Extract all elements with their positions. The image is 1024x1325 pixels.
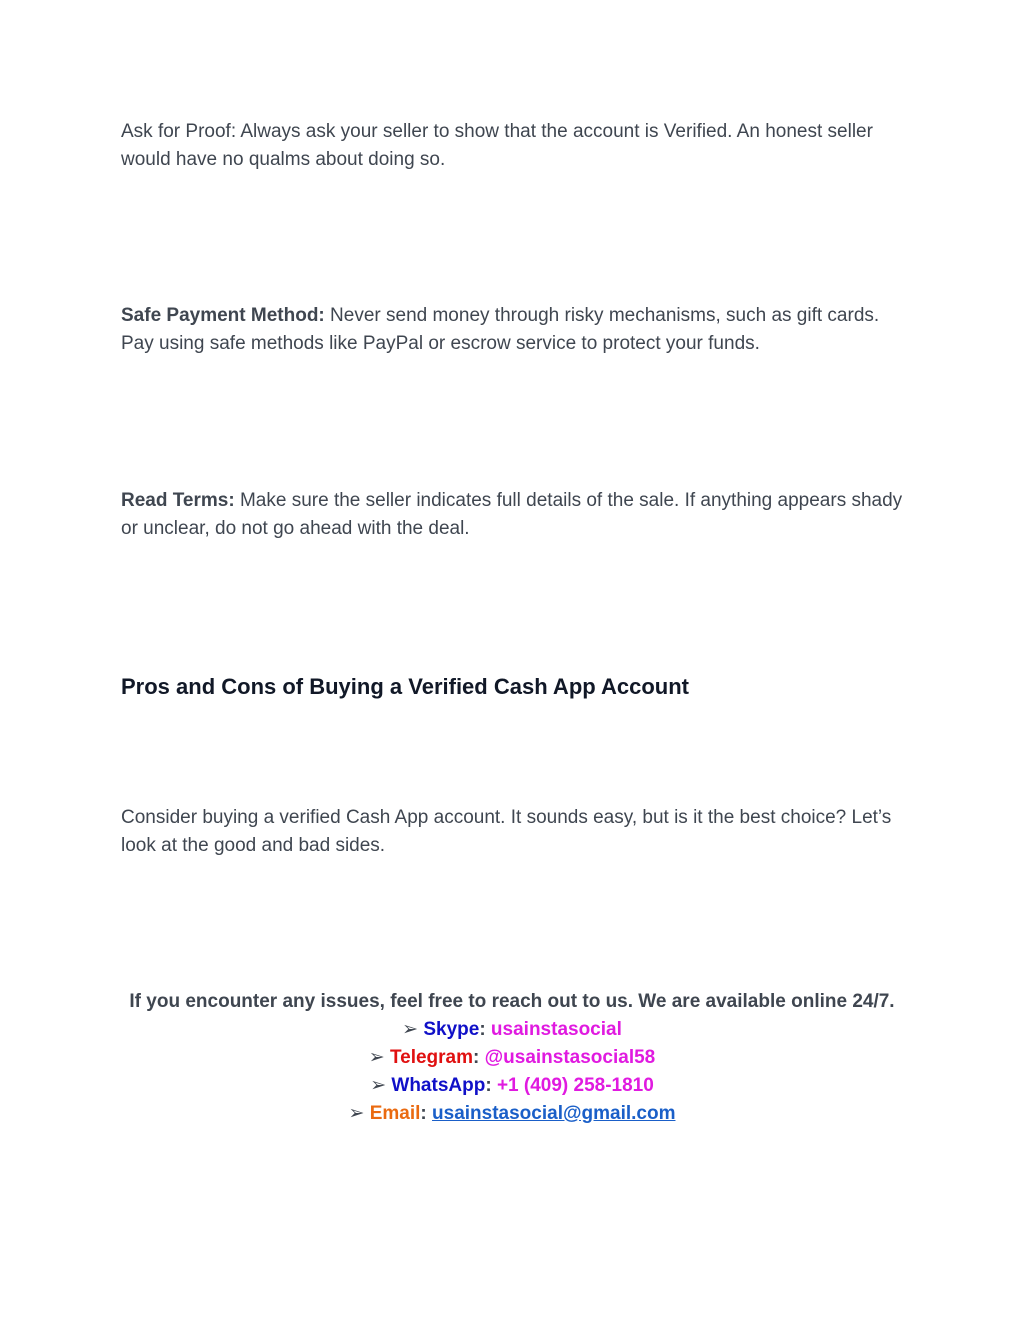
- contact-block: [60, 988, 964, 1128]
- skype-value: usainstasocial: [490, 1019, 622, 1040]
- email-link[interactable]: usainstasocial@gmail.com: [432, 1103, 676, 1124]
- paragraph-lead: Read Terms:: [121, 490, 235, 511]
- section-heading: Pros and Cons of Buying a Verified Cash App Account: [121, 674, 689, 699]
- arrow-icon: ➢: [348, 1103, 365, 1124]
- paragraph-lead: Safe Payment Method:: [121, 305, 325, 326]
- contact-telegram-line: [60, 1044, 964, 1072]
- paragraph-ask-for-proof: [121, 118, 911, 174]
- paragraph-safe-payment: [121, 302, 911, 358]
- arrow-icon: ➢: [368, 1047, 385, 1068]
- separator: :: [420, 1103, 427, 1124]
- whatsapp-value: +1 (409) 258-1810: [496, 1075, 654, 1096]
- telegram-label: Telegram: [389, 1047, 474, 1068]
- telegram-value: @usainstasocial58: [484, 1047, 656, 1068]
- arrow-icon: ➢: [402, 1019, 419, 1040]
- contact-email-line: [60, 1100, 964, 1128]
- separator: :: [479, 1019, 486, 1040]
- contact-skype-line: [60, 1016, 964, 1044]
- skype-label: Skype: [423, 1019, 480, 1040]
- separator: :: [473, 1047, 480, 1068]
- arrow-icon: ➢: [370, 1075, 387, 1096]
- email-label: Email: [369, 1103, 421, 1124]
- separator: :: [485, 1075, 492, 1096]
- paragraph-text: Ask for Proof: Always ask your seller to show that the account is Verified. An honest seller would have no qualms about doing so.: [121, 121, 873, 170]
- paragraph-intro: [121, 804, 911, 860]
- whatsapp-label: WhatsApp: [391, 1075, 486, 1096]
- paragraph-read-terms: [121, 487, 911, 543]
- paragraph-text: Never send money through risky mechanisms, such as gift cards. Pay using safe methods like PayPal or escrow service to protect your funds.: [121, 305, 880, 354]
- contact-whatsapp-line: [60, 1072, 964, 1100]
- paragraph-text: Consider buying a verified Cash App account. It sounds easy, but is it the best choice? Let’s look at the good and bad sides.: [121, 807, 892, 856]
- contact-note: If you encounter any issues, feel free to reach out to us. We are available online 24/7.: [129, 991, 895, 1012]
- paragraph-text: Make sure the seller indicates full details of the sale. If anything appears shady or unclear, do not go ahead with the deal.: [121, 490, 903, 539]
